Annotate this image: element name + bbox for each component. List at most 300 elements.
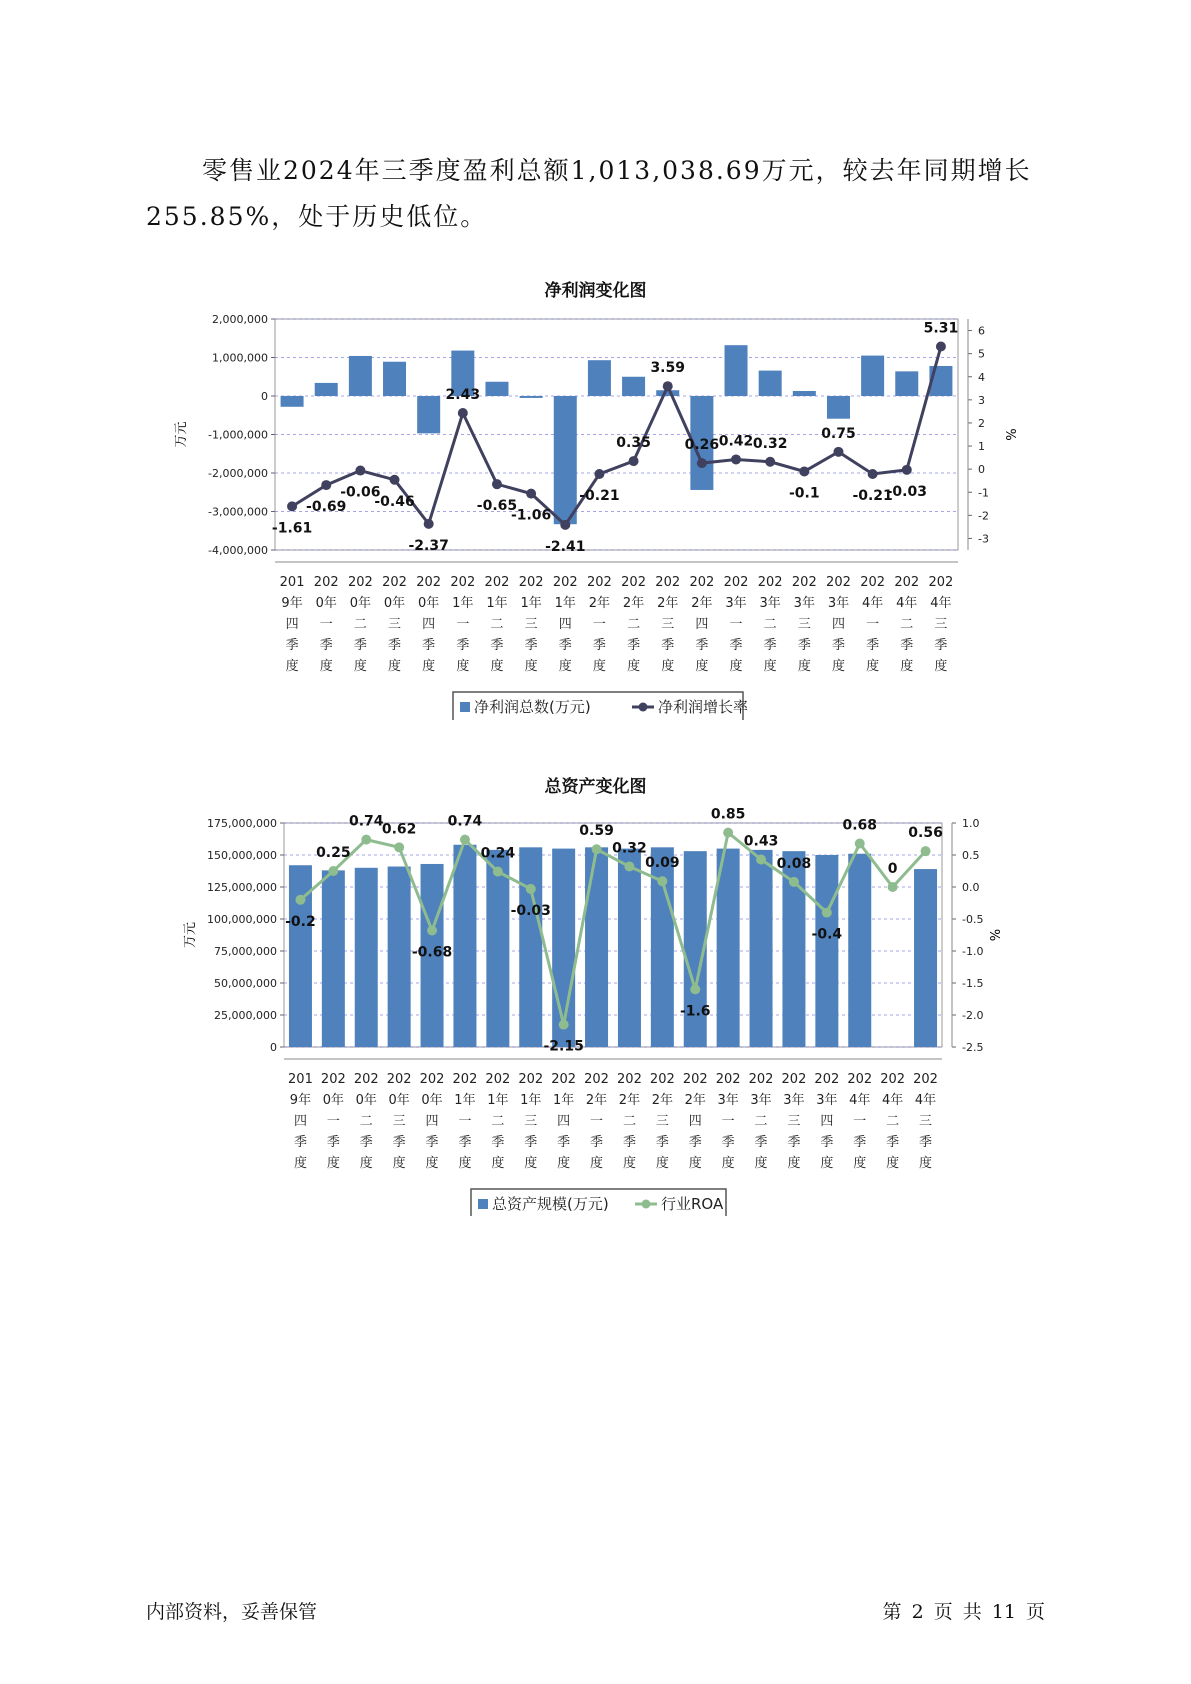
data-label: -0.21 [852,488,893,505]
x-tick-label: 度 [934,659,948,674]
x-tick-label: 202 [450,575,476,590]
x-tick-label: 度 [695,659,709,674]
y2-tick-label: 3 [978,393,985,407]
bar [717,849,740,1047]
y-axis-title: 万元 [183,921,198,949]
x-tick-label: 202 [791,575,817,590]
x-tick-label: 度 [797,659,811,674]
x-tick-label: 度 [524,1156,538,1171]
x-tick-label: 度 [392,1156,406,1171]
x-tick-label: 季 [853,1135,867,1150]
legend-line-label: 净利润增长率 [658,698,749,716]
x-tick-label: 202 [928,575,954,590]
y2-tick-label: -1.0 [962,945,984,958]
x-tick-label: 季 [524,1135,538,1150]
data-label: 0 [887,861,898,877]
x-tick-label: 2年 [622,596,645,611]
y-tick-label: 25,000,000 [214,1009,277,1022]
x-tick-label: 202 [416,575,442,590]
x-tick-label: 季 [655,1135,669,1150]
line-point [833,447,843,457]
x-tick-label: 一 [729,617,743,632]
y-tick-label: 175,000,000 [207,817,277,830]
x-tick-label: 202 [860,575,886,590]
y-tick-label: 75,000,000 [214,945,277,958]
x-tick-label: 度 [319,659,333,674]
x-tick-label: 度 [754,1156,768,1171]
x-tick-label: 202 [584,1072,609,1087]
x-tick-label: 度 [853,1156,867,1171]
data-label: -0.4 [811,926,843,943]
line-point [321,480,331,490]
x-tick-label: 度 [293,1156,307,1171]
line-point [822,908,832,918]
x-tick-label: 二 [754,1114,768,1129]
x-tick-label: 二 [622,1114,636,1129]
data-label: 0.74 [348,813,384,830]
x-tick-label: 201 [279,575,305,590]
x-tick-label: 度 [820,1156,834,1171]
x-tick-label: 季 [456,638,470,653]
data-label: 0.35 [616,435,651,452]
y2-tick-label: -2 [978,509,989,523]
x-tick-label: 度 [900,659,914,674]
line-point [295,895,305,905]
y2-axis-title: % [986,928,1001,942]
x-tick-label: 201 [288,1072,313,1087]
line-point [394,842,404,852]
line-point [663,381,673,391]
data-label: -2.41 [545,538,586,555]
x-tick-label: 202 [551,1072,577,1087]
data-label: 0.42 [718,433,754,450]
x-tick-label: 1年 [554,596,576,611]
x-tick-label: 季 [797,638,811,653]
x-tick-label: 202 [781,1072,807,1087]
x-tick-label: 2年 [657,596,679,611]
x-tick-label: 202 [913,1072,938,1087]
x-tick-label: 二 [900,617,914,632]
x-tick-label: 0年 [355,1093,377,1108]
bar [453,845,476,1047]
x-tick-label: 202 [894,575,920,590]
data-label: -0.46 [374,493,415,510]
data-label: 5.31 [923,320,959,337]
x-tick-label: 4年 [914,1093,937,1108]
x-tick-label: 一 [721,1114,735,1129]
x-tick-label: 季 [590,1135,604,1150]
x-tick-label: 四 [831,617,845,632]
x-tick-label: 3年 [759,596,781,611]
x-tick-label: 1年 [452,596,474,611]
data-label: 0.32 [612,840,647,857]
y-tick-label: -3,000,000 [208,505,268,519]
bar [815,855,838,1047]
x-tick-label: 季 [754,1135,768,1150]
x-tick-label: 0年 [322,1093,344,1108]
line-point [936,341,946,351]
y-tick-label: -4,000,000 [208,544,268,557]
x-tick-label: 202 [320,1072,346,1087]
total-assets-chart [0,796,1191,1216]
x-tick-label: 度 [729,659,743,674]
line-point [902,465,912,475]
footer-confidential: 内部资料，妥善保管 [146,1601,318,1623]
x-tick-label: 0年 [421,1093,443,1108]
line-point [723,828,733,838]
data-label: -2.37 [408,537,449,554]
line-point [629,456,639,466]
x-tick-label: 三 [524,617,538,632]
data-label: -0.68 [411,944,453,961]
x-tick-label: 季 [627,638,641,653]
x-tick-label: 季 [557,1135,571,1150]
x-tick-label: 9年 [281,596,303,611]
data-label: 0.56 [908,825,943,842]
line-point [492,479,502,489]
data-label: 0.08 [776,855,812,872]
bar [519,847,542,1047]
x-tick-label: 202 [485,1072,511,1087]
x-tick-label: 1年 [520,596,542,611]
x-tick-label: 季 [820,1135,834,1150]
x-tick-label: 202 [353,1072,379,1087]
x-tick-label: 季 [622,1135,636,1150]
data-label: 0.68 [842,817,878,834]
x-tick-label: 202 [347,575,373,590]
net-profit-chart [0,300,1191,720]
x-tick-label: 202 [814,1072,840,1087]
y-tick-label: 150,000,000 [207,849,277,862]
data-label: -0.2 [285,913,316,930]
x-tick-label: 三 [524,1114,538,1129]
x-tick-label: 季 [359,1135,373,1150]
data-label: -0.03 [510,902,551,919]
line-point [594,469,604,479]
x-tick-label: 季 [695,638,709,653]
y-tick-label: 2,000,000 [212,313,268,326]
bar [793,391,816,396]
x-tick-label: 度 [592,659,606,674]
x-tick-label: 一 [853,1114,867,1129]
x-tick-label: 202 [518,1072,544,1087]
x-tick-label: 202 [419,1072,445,1087]
x-tick-label: 季 [592,638,606,653]
line-point [526,884,536,894]
x-tick-label: 二 [490,617,504,632]
x-tick-label: 二 [491,1114,505,1129]
x-tick-label: 2年 [691,596,713,611]
y2-tick-label: -2.5 [962,1041,984,1054]
bar [588,360,611,396]
data-label: 0.09 [645,855,680,872]
x-tick-label: 三 [919,1114,933,1129]
legend-bar-label: 总资产规模(万元) [492,1195,609,1213]
line-point [855,838,865,848]
x-tick-label: 度 [557,1156,571,1171]
line-point [424,519,434,529]
bar [585,847,608,1047]
x-tick-label: 202 [715,1072,741,1087]
bar [520,396,543,398]
x-tick-label: 4年 [849,1093,871,1108]
x-tick-label: 三 [797,617,811,632]
x-tick-label: 二 [627,617,641,632]
x-tick-label: 度 [627,659,641,674]
x-tick-label: 二 [763,617,777,632]
x-tick-label: 202 [587,575,612,590]
line-point [799,466,809,476]
x-tick-label: 1年 [553,1093,575,1108]
data-label: -0.21 [579,488,620,505]
x-tick-label: 三 [934,617,948,632]
summary-paragraph: 零售业2024年三季度盈利总额1,013,038.69万元，较去年同期增长255.85%，处于历史低位。 [146,156,1032,231]
line-point [756,854,766,864]
x-tick-label: 度 [622,1156,636,1171]
bar [417,396,440,433]
y2-tick-label: -2.0 [962,1009,984,1022]
legend-line-marker [639,703,648,712]
bar [759,371,782,396]
x-tick-label: 度 [763,659,777,674]
x-tick-label: 202 [617,1072,642,1087]
x-tick-label: 季 [661,638,675,653]
legend-bar-swatch [478,1199,488,1209]
data-label: 0.59 [579,823,614,840]
data-label: -1.61 [271,520,313,537]
x-tick-label: 1年 [487,1093,509,1108]
x-tick-label: 季 [388,638,402,653]
x-tick-label: 季 [886,1135,900,1150]
x-tick-label: 四 [688,1114,702,1129]
x-tick-label: 度 [721,1156,735,1171]
line-point [765,457,775,467]
x-tick-label: 四 [425,1114,439,1129]
x-tick-label: 3年 [750,1093,772,1108]
x-tick-label: 季 [319,638,333,653]
line-point [493,867,503,877]
x-tick-label: 三 [655,1114,669,1129]
x-tick-label: 202 [484,575,510,590]
y-tick-label: 50,000,000 [214,977,277,990]
legend-line-marker [642,1200,651,1209]
x-tick-label: 202 [649,1072,675,1087]
x-tick-label: 季 [831,638,845,653]
data-label: -0.65 [476,498,518,515]
data-label: 3.59 [650,360,685,377]
x-tick-label: 季 [285,638,299,653]
x-tick-label: 202 [826,575,851,590]
x-tick-label: 202 [847,1072,873,1087]
y-tick-label: -1,000,000 [208,428,268,442]
line-point [624,862,634,872]
x-tick-label: 4年 [930,596,952,611]
bar [486,850,509,1047]
x-tick-label: 三 [392,1114,406,1129]
x-tick-label: 0年 [418,596,440,611]
x-tick-label: 四 [695,617,709,632]
x-tick-label: 季 [763,638,777,653]
x-tick-label: 四 [285,617,299,632]
line-point [559,1020,569,1030]
x-tick-label: 度 [655,1156,669,1171]
x-tick-label: 202 [655,575,681,590]
bar [895,371,918,396]
data-label: -1.06 [510,507,552,524]
x-tick-label: 季 [490,638,504,653]
line-point [888,882,898,892]
x-tick-label: 202 [518,575,544,590]
line-point [921,846,931,856]
x-tick-label: 度 [688,1156,702,1171]
x-tick-label: 季 [353,638,367,653]
chart-title-total-assets: 总资产变化图 [544,777,647,797]
x-tick-label: 202 [621,575,646,590]
x-tick-label: 度 [490,659,504,674]
x-tick-label: 一 [456,617,470,632]
x-tick-label: 0年 [383,596,406,611]
x-tick-label: 四 [557,1114,571,1129]
y2-tick-label: -1 [978,486,989,500]
x-tick-label: 二 [353,617,367,632]
x-tick-label: 度 [787,1156,801,1171]
bar [750,850,773,1047]
x-tick-label: 3年 [827,596,850,611]
x-tick-label: 一 [590,1114,604,1129]
x-tick-label: 202 [748,1072,774,1087]
y2-tick-label: 4 [978,370,985,384]
x-tick-label: 度 [491,1156,505,1171]
x-tick-label: 3年 [725,596,747,611]
y2-tick-label: 2 [978,416,985,430]
x-tick-label: 度 [919,1156,933,1171]
x-tick-label: 一 [866,617,880,632]
x-tick-label: 0年 [388,1093,410,1108]
x-tick-label: 季 [422,638,436,653]
data-label: -0.06 [340,484,381,501]
y-tick-label: -2,000,000 [208,467,268,480]
x-tick-label: 一 [319,617,333,632]
x-tick-label: 202 [757,575,783,590]
x-tick-label: 202 [723,575,749,590]
x-tick-label: 一 [326,1114,340,1129]
x-tick-label: 季 [866,638,880,653]
data-label: 0.24 [480,845,516,862]
bar [861,356,884,396]
y2-tick-label: 5 [978,347,985,361]
x-tick-label: 度 [524,659,538,674]
line-point [526,489,536,499]
x-tick-label: 季 [524,638,538,653]
x-tick-label: 季 [491,1135,505,1150]
legend-bar-swatch [460,702,470,712]
data-label: 0.74 [447,813,483,830]
x-tick-label: 3年 [793,596,815,611]
line-point [287,501,297,511]
x-tick-label: 度 [422,659,436,674]
x-tick-label: 202 [382,575,407,590]
legend-bar-label: 净利润总数(万元) [474,698,591,716]
x-tick-label: 季 [729,638,743,653]
x-tick-label: 季 [934,638,948,653]
x-tick-label: 2年 [618,1093,641,1108]
x-tick-label: 季 [326,1135,340,1150]
x-tick-label: 一 [592,617,606,632]
y2-tick-label: 6 [978,324,985,338]
x-tick-label: 度 [661,659,675,674]
line-point [657,876,667,886]
x-tick-label: 0年 [315,596,337,611]
x-tick-label: 202 [689,575,715,590]
x-tick-label: 2年 [684,1093,706,1108]
x-tick-label: 度 [326,1156,340,1171]
data-label: -2.15 [543,1038,584,1055]
bar [554,396,577,524]
x-tick-label: 二 [886,1114,900,1129]
line-point [328,866,338,876]
line-point [361,835,371,845]
y-tick-label: 1,000,000 [212,351,268,365]
y2-tick-label: -3 [978,532,989,546]
data-label: 0.43 [743,833,779,850]
data-label: 0.25 [316,845,351,861]
line-point [868,469,878,479]
x-tick-label: 季 [392,1135,406,1150]
bar [383,362,406,396]
data-label: 0.32 [752,435,788,452]
y-tick-label: 0 [270,1041,277,1054]
x-tick-label: 度 [388,659,402,674]
x-tick-label: 二 [359,1114,373,1129]
x-tick-label: 度 [359,1156,373,1171]
x-tick-label: 4年 [896,596,918,611]
x-tick-label: 202 [452,1072,478,1087]
x-tick-label: 4年 [861,596,884,611]
footer-page-number: 第 2 页 共 11 页 [882,1601,1045,1623]
x-tick-label: 度 [353,659,367,674]
data-label: -0.69 [306,499,347,516]
bar [315,383,338,396]
x-tick-label: 4年 [882,1093,904,1108]
chart-title-net-profit: 净利润变化图 [544,281,647,301]
x-tick-label: 3年 [717,1093,739,1108]
bar [281,396,304,407]
x-tick-label: 度 [590,1156,604,1171]
legend-line-label: 行业ROA [661,1195,724,1213]
x-tick-label: 9年 [289,1093,312,1108]
bar [618,849,641,1047]
x-tick-label: 季 [919,1135,933,1150]
x-tick-label: 季 [425,1135,439,1150]
y2-tick-label: 0.5 [962,849,980,862]
line-point [390,475,400,485]
x-tick-label: 一 [458,1114,472,1129]
data-label: -0.03 [886,483,927,500]
x-tick-label: 0年 [349,596,372,611]
bar [848,854,871,1047]
y2-tick-label: -1.5 [962,977,984,990]
x-tick-label: 季 [458,1135,472,1150]
line-point [355,466,365,476]
x-tick-label: 202 [552,575,578,590]
x-tick-label: 四 [422,617,436,632]
data-label: 0.62 [381,821,417,838]
bar [622,377,645,396]
x-tick-label: 季 [900,638,914,653]
data-label: 0.85 [710,806,746,823]
bar [355,868,378,1047]
x-tick-label: 三 [787,1114,801,1129]
